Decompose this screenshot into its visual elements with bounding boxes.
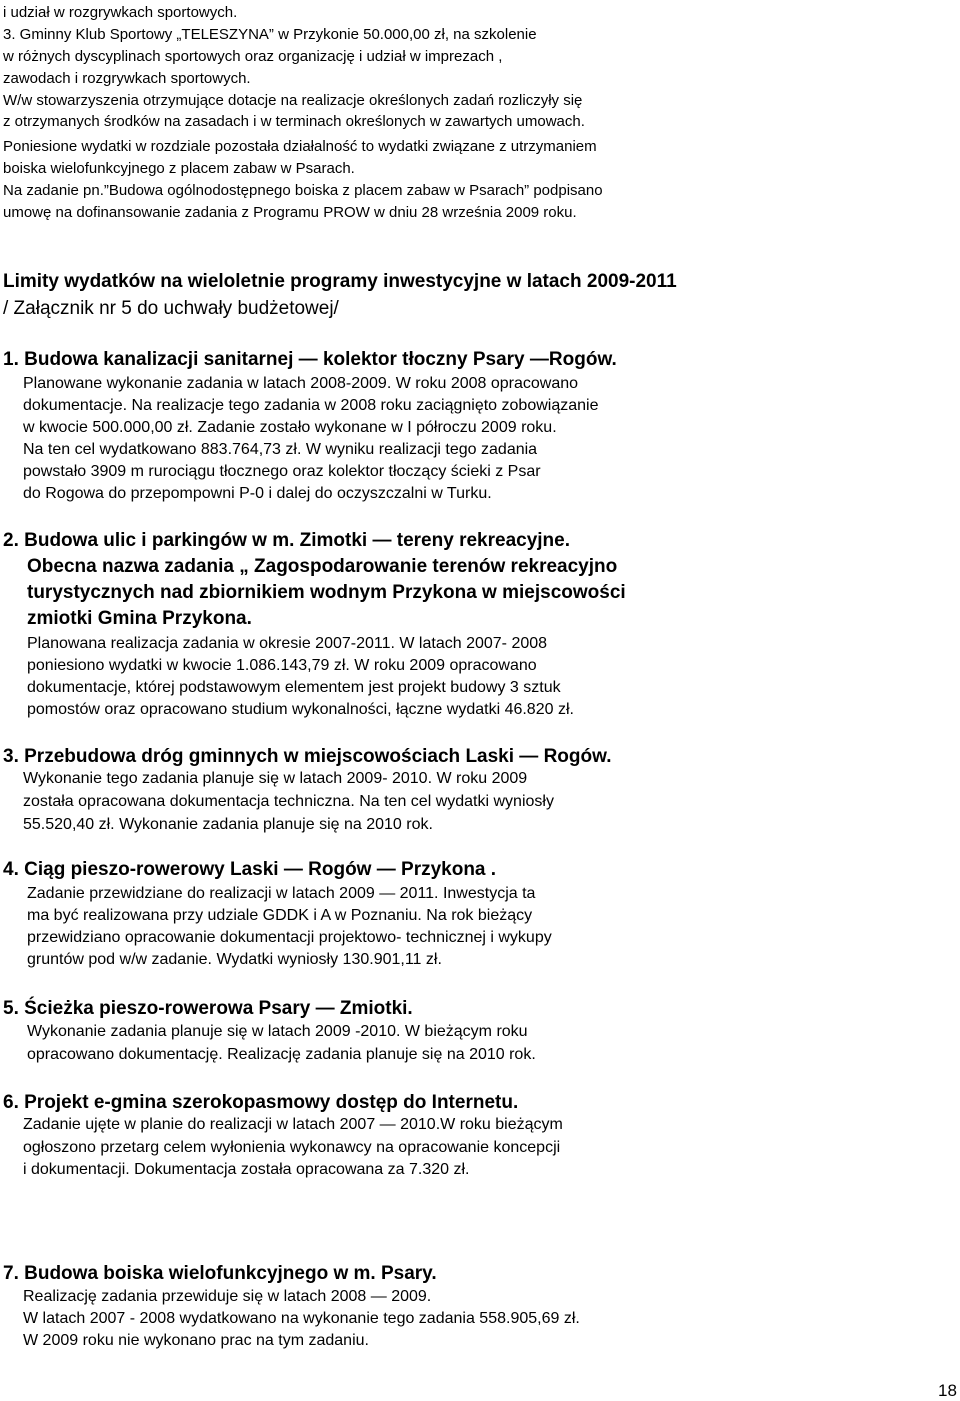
intro-line: 3. Gminny Klub Sportowy „TELESZYNA” w Przykonie 50.000,00 zł, na szkolenie (3, 26, 537, 43)
section-line: poniesiono wydatki w kwocie 1.086.143,79 zł. W roku 2009 opracowano (27, 657, 537, 674)
section-title: 4. Ciąg pieszo-rowerowy Laski — Rogów — Przykona . (3, 859, 497, 880)
section-line: Zadanie ujęte w planie do realizacji w latach 2007 — 2010.W roku bieżącym (23, 1116, 563, 1133)
limits-heading: Limity wydatków na wieloletnie programy inwestycyjne w latach 2009-2011 (3, 271, 677, 292)
intro-line: umowę na dofinansowanie zadania z Programu PROW w dniu 28 września 2009 roku. (3, 204, 577, 221)
page-number: 18 (938, 1381, 957, 1400)
section-line: 55.520,40 zł. Wykonanie zadania planuje się na 2010 rok. (23, 816, 433, 833)
section-line: Wykonanie zadania planuje się w latach 2009 -2010. W bieżącym roku (27, 1023, 528, 1040)
section-line: Zadanie przewidziane do realizacji w latach 2009 — 2011. Inwestycja ta (27, 885, 536, 902)
section-line: przewidziano opracowanie dokumentacji projektowo- technicznej i wykupy (27, 929, 552, 946)
section-line: dokumentacje, której podstawowym elementem jest projekt budowy 3 sztuk (27, 679, 561, 696)
section-subtitle: turystycznych nad zbiornikiem wodnym Przykona w miejscowości (27, 582, 626, 603)
limits-subheading: / Załącznik nr 5 do uchwały budżetowej/ (3, 298, 339, 319)
intro-line: w różnych dyscyplinach sportowych oraz organizację i udział w imprezach , (3, 48, 503, 65)
section-line: W 2009 roku nie wykonano prac na tym zadaniu. (23, 1332, 369, 1349)
section-line: ma być realizowana przy udziale GDDK i A w Poznaniu. Na rok bieżący (27, 907, 533, 924)
intro-line: boiska wielofunkcyjnego z placem zabaw w Psarach. (3, 160, 355, 177)
section-line: do Rogowa do przepompowni P-0 i dalej do oczyszczalni w Turku. (23, 485, 492, 502)
section-title: 5. Ścieżka pieszo-rowerowa Psary — Zmiotki. (3, 998, 413, 1019)
intro-line: Poniesione wydatki w rozdziale pozostała działalność to wydatki związane z utrzymaniem (3, 138, 597, 155)
section-line: Wykonanie tego zadania planuje się w latach 2009- 2010. W roku 2009 (23, 770, 528, 787)
section-subtitle: Obecna nazwa zadania „ Zagospodarowanie terenów rekreacyjno (27, 556, 618, 577)
intro-line: zawodach i rozgrywkach sportowych. (3, 70, 251, 87)
section-line: pomostów oraz opracowano studium wykonalności, łączne wydatki 46.820 zł. (27, 701, 574, 718)
section-line: została opracowana dokumentacja techniczna. Na ten cel wydatki wyniosły (23, 793, 554, 810)
section-line: powstało 3909 m rurociągu tłocznego oraz kolektor tłoczący ścieki z Psar (23, 463, 541, 480)
intro-line: Na zadanie pn.”Budowa ogólnodostępnego boiska z placem zabaw w Psarach” podpisano (3, 182, 603, 199)
section-line: ogłoszono przetarg celem wyłonienia wykonawcy na opracowanie koncepcji (23, 1139, 561, 1156)
section-line: Na ten cel wydatkowano 883.764,73 zł. W wyniku realizacji tego zadania (23, 441, 538, 458)
section-line: opracowano dokumentację. Realizację zadania planuje się na 2010 rok. (27, 1046, 536, 1063)
section-title: 2. Budowa ulic i parkingów w m. Zimotki — tereny rekreacyjne. (3, 530, 570, 551)
section-line: w kwocie 500.000,00 zł. Zadanie zostało wykonane w I półroczu 2009 roku. (23, 419, 557, 436)
intro-line: i udział w rozgrywkach sportowych. (3, 4, 238, 21)
section-line: i dokumentacji. Dokumentacja została opracowana za 7.320 zł. (23, 1161, 470, 1178)
section-title: 3. Przebudowa dróg gminnych w miejscowościach Laski — Rogów. (3, 746, 612, 767)
section-line: Planowane wykonanie zadania w latach 2008-2009. W roku 2008 opracowano (23, 375, 579, 392)
section-title: 7. Budowa boiska wielofunkcyjnego w m. Psary. (3, 1263, 437, 1284)
section-title: 1. Budowa kanalizacji sanitarnej — kolektor tłoczny Psary —Rogów. (3, 349, 617, 370)
section-line: dokumentacje. Na realizacje tego zadania w 2008 roku zaciągnięto zobowiązanie (23, 397, 599, 414)
section-line: Realizację zadania przewiduje się w latach 2008 — 2009. (23, 1288, 432, 1305)
intro-line: W/w stowarzyszenia otrzymujące dotacje na realizacje określonych zadań rozliczyły się (3, 92, 583, 109)
section-title: 6. Projekt e-gmina szerokopasmowy dostęp do Internetu. (3, 1092, 519, 1113)
section-line: gruntów pod w/w zadanie. Wydatki wyniosły 130.901,11 zł. (27, 951, 442, 968)
section-line: W latach 2007 - 2008 wydatkowano na wykonanie tego zadania 558.905,69 zł. (23, 1310, 580, 1327)
section-subtitle: zmiotki Gmina Przykona. (27, 608, 252, 629)
section-line: Planowana realizacja zadania w okresie 2007-2011. W latach 2007- 2008 (27, 635, 548, 652)
intro-line: z otrzymanych środków na zasadach i w terminach określonych w zawartych umowach. (3, 113, 585, 130)
